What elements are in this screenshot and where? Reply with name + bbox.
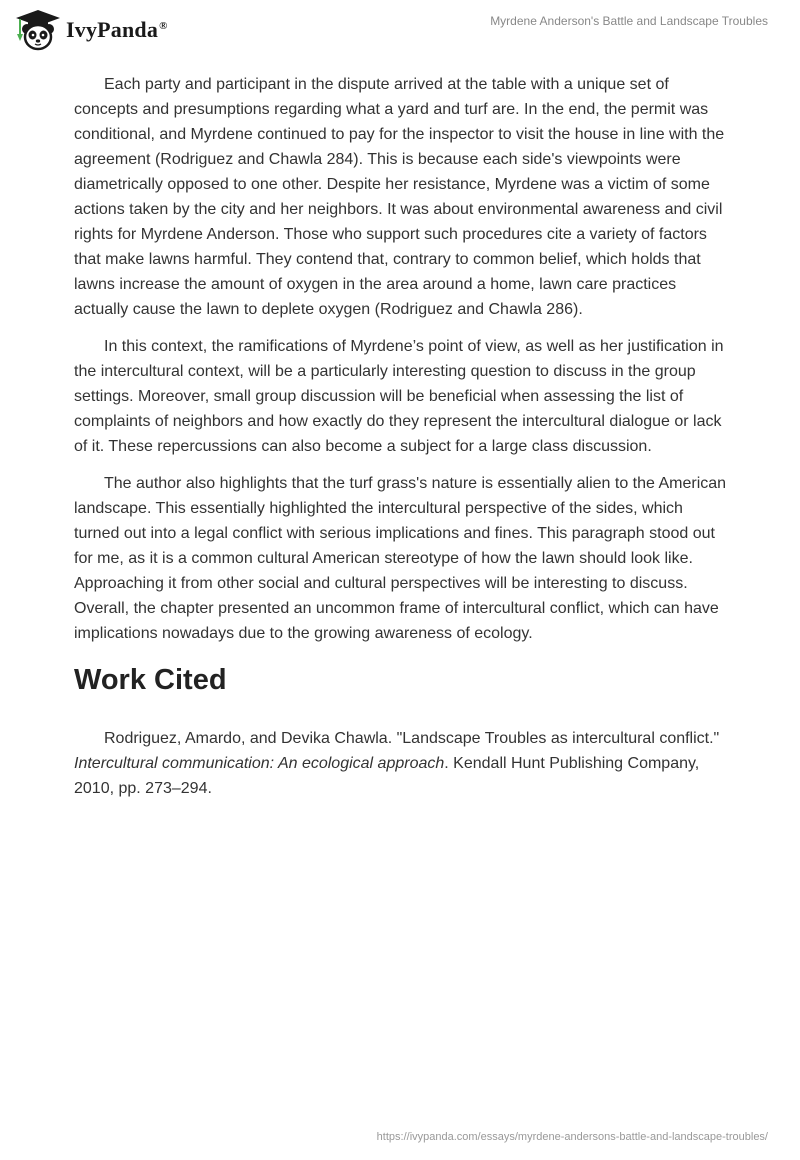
- body-paragraph: Each party and participant in the dispute arrived at the table with a unique set of concepts and presumptions regarding what a yard and turf are. In the end, the permit was conditional, and Myrdene continued to pay for the inspector to visit the house in line with the agreement (Rodriguez and Chawla 284). This is because each side's viewpoints were diametrically opposed to one other. Despite her resistance, Myrdene was a victim of some actions taken by the city and her neighbors. It was about environmental awareness and civil rights for Myrdene Anderson. Those who support such procedures cite a variety of factors that make lawns harmful. They contend that, contrary to common belief, which holds that lawns increase the amount of oxygen in the area around a home, lawn care practices actually cause the lawn to deplete oxygen (Rodriguez and Chawla 286).: [74, 76, 725, 318]
- page-header: [0, 0, 800, 60]
- brand-name: IvyPanda®: [66, 17, 168, 42]
- citation-entry: [74, 726, 728, 801]
- works-cited-heading: Work Cited: [74, 664, 227, 696]
- essay-content: [74, 72, 728, 801]
- body-paragraph: The author also highlights that the turf grass's nature is essentially alien to the American landscape. This essentially highlighted the intercultural perspective of the sides, which turned out into a legal conflict with serious implications and fines. This paragraph stood out for me, as it is a common cultural American stereotype of how the lawn should look like. Approaching it from other social and cultural perspectives will be interesting to discuss. Overall, the chapter presented an uncommon frame of intercultural conflict, which can have implications nowadays due to the growing awareness of ecology.: [74, 475, 727, 642]
- registered-mark: ®: [159, 19, 168, 32]
- citation-authors-title: Rodriguez, Amardo, and Devika Chawla. "Landscape Troubles as intercultural conflict.": [104, 730, 720, 747]
- body-paragraph: In this context, the ramifications of Myrdene’s point of view, as well as her justification in the intercultural context, will be a particularly interesting question to discuss in the group settings. Moreover, small group discussion will be beneficial when assessing the list of complaints of neighbors and how exactly do they represent the intercultural dialogue or lack of it. These repercussions can also become a subject for a large class discussion.: [74, 338, 724, 455]
- citation-publisher: . Kendall Hunt Publishing Company, 2010, pp. 273–294.: [74, 755, 700, 797]
- document-title: Myrdene Anderson's Battle and Landscape Troubles: [490, 14, 768, 28]
- panda-graduate-icon: [14, 8, 62, 52]
- source-url[interactable]: https://ivypanda.com/essays/myrdene-andersons-battle-and-landscape-troubles/: [376, 1131, 768, 1143]
- citation-book-title: Intercultural communication: An ecological approach: [74, 755, 445, 772]
- ivypanda-logo[interactable]: [14, 8, 168, 52]
